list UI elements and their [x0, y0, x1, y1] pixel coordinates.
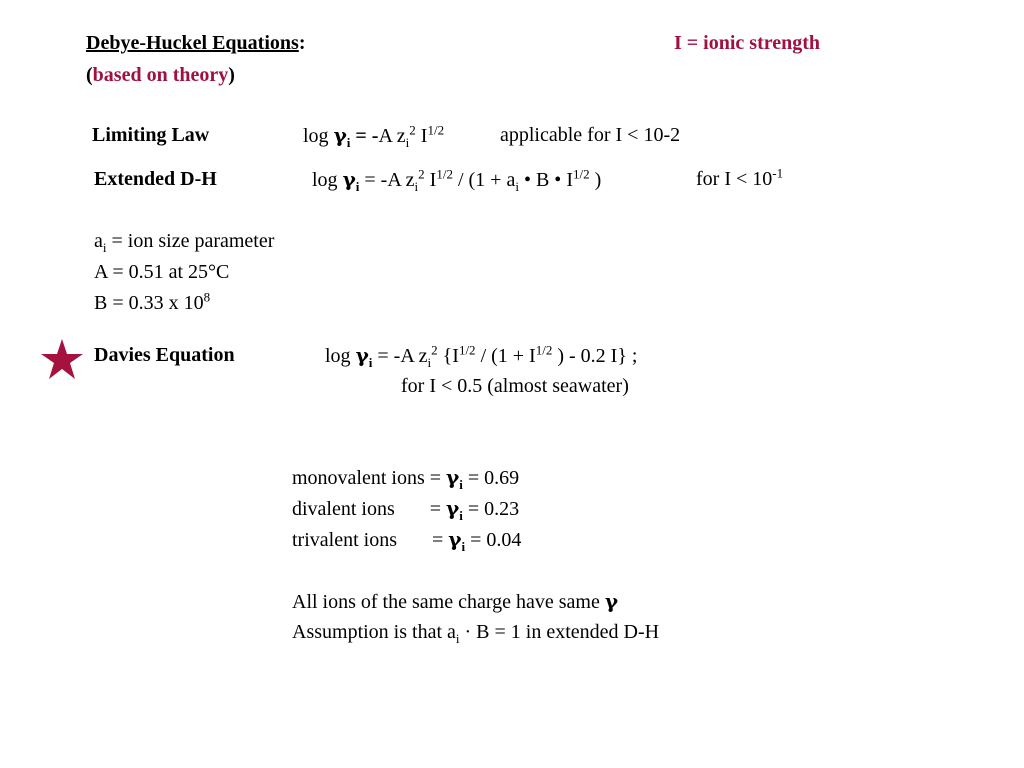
gamma-symbol: γ: [342, 167, 356, 191]
title-line: [86, 32, 305, 55]
davies-label: Davies Equation: [94, 344, 235, 366]
gamma-symbol: γ: [355, 343, 369, 367]
star-icon: [41, 339, 83, 379]
gamma-symbol: γ: [448, 527, 462, 551]
gamma-symbol: γ: [333, 123, 347, 147]
gamma-symbol: γ: [446, 465, 460, 489]
page-title: Debye-Huckel Equations: [86, 32, 299, 54]
ion-value-line: monovalent ions = $\gamma_i = 0.69$: [292, 465, 520, 492]
limiting-law-applicability: applicable for I < 10-2: [500, 124, 681, 146]
theory-text: based on theory: [92, 64, 229, 86]
limiting-law-equation: $\log \gamma_i = -A$ $z_i^2$ $I^{1/2}$: [303, 122, 445, 150]
ionic-strength-note: I = ionic strength: [674, 32, 821, 54]
ion-value-line: divalent ions = $\gamma_i = 0.23$: [292, 496, 520, 523]
gamma-symbol: γ: [446, 496, 460, 520]
same-charge-note: All ions of the same charge have same γ: [292, 589, 619, 613]
davies-equation: $\log \gamma_i = -A$ $z_i^2$ {$I^{1/2} / (1 + I^{1/2}$ ) - 0.2 I} ;: [325, 342, 638, 370]
davies-applicability: for I < 0.5 (almost seawater): [401, 375, 629, 397]
limiting-law-label: Limiting Law: [92, 124, 210, 146]
title-colon: :: [298, 32, 306, 54]
b-constant-definition: B = 0.33 x $10^8$: [94, 289, 211, 314]
assumption-note: Assumption is that $a_i \cdot B = 1$ in extended D-H: [292, 621, 660, 646]
extended-dh-equation: $\log \gamma_i = -A$ $z_i^2$ $I^{1/2} / (1 + a_i$ • B • $I^{1/2}$ ): [312, 166, 602, 194]
gamma-symbol: γ: [604, 589, 619, 613]
ion-size-definition: $a_i$ = ion size parameter: [94, 230, 275, 255]
extended-dh-applicability: for $I < 10^{-1}$: [696, 165, 784, 190]
ion-value-line: trivalent ions = $\gamma_i = 0.04$: [292, 527, 522, 554]
theory-note: (based on theory): [86, 64, 235, 86]
a-constant-definition: A = 0.51 at 25°C: [94, 261, 230, 283]
extended-dh-label: Extended D-H: [94, 168, 217, 190]
